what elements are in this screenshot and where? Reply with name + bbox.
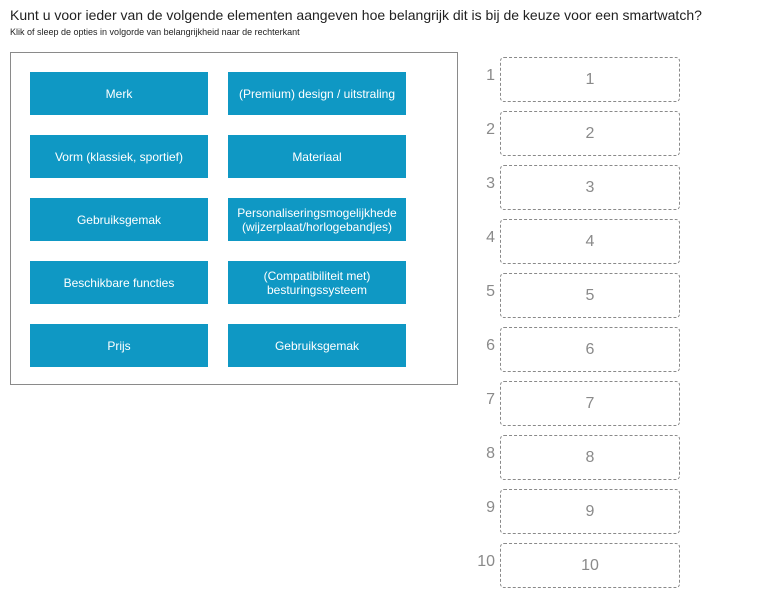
rank-drop-slot[interactable]: 8 (500, 435, 680, 480)
option-tile[interactable]: Personaliseringsmogelijkhede (wijzerplaat/horlogebandjes) (228, 198, 406, 241)
option-tile[interactable]: Beschikbare functies (30, 261, 208, 304)
rank-drop-slot[interactable]: 5 (500, 273, 680, 318)
option-tile[interactable]: Vorm (klassiek, sportief) (30, 135, 208, 178)
instruction-text: Klik of sleep de opties in volgorde van belangrijkheid naar de rechterkant (10, 27, 300, 37)
rank-drop-slot[interactable]: 7 (500, 381, 680, 426)
option-tile[interactable]: Prijs (30, 324, 208, 367)
rank-row (470, 435, 682, 481)
rank-number: 1 (486, 67, 495, 84)
rank-number: 5 (486, 283, 495, 300)
rank-drop-slot[interactable]: 10 (500, 543, 680, 588)
rank-drop-slot[interactable]: 9 (500, 489, 680, 534)
rank-number: 8 (486, 445, 495, 462)
rank-drop-slot[interactable]: 4 (500, 219, 680, 264)
rank-row (470, 57, 682, 103)
rank-row (470, 327, 682, 373)
option-tile[interactable]: Gebruiksgemak (30, 198, 208, 241)
question-text: Kunt u voor ieder van de volgende elementen aangeven hoe belangrijk dit is bij de keuze voor een smartwatch? (10, 7, 702, 23)
rank-row (470, 273, 682, 319)
rank-number: 9 (486, 499, 495, 516)
rank-number: 7 (486, 391, 495, 408)
rank-row (470, 381, 682, 427)
rank-number: 10 (477, 553, 495, 570)
option-tile[interactable]: Gebruiksgemak (228, 324, 406, 367)
option-tile[interactable]: (Premium) design / uitstraling (228, 72, 406, 115)
rank-drop-slot[interactable]: 6 (500, 327, 680, 372)
rank-row (470, 489, 682, 535)
rank-row (470, 111, 682, 157)
rank-number: 6 (486, 337, 495, 354)
option-tile[interactable]: Merk (30, 72, 208, 115)
rank-number: 4 (486, 229, 495, 246)
rank-drop-slot[interactable]: 3 (500, 165, 680, 210)
rank-drop-slot[interactable]: 2 (500, 111, 680, 156)
rank-number: 2 (486, 121, 495, 138)
option-tile[interactable]: (Compatibiliteit met) besturingssysteem (228, 261, 406, 304)
rank-number: 3 (486, 175, 495, 192)
option-tile[interactable]: Materiaal (228, 135, 406, 178)
rank-row (470, 165, 682, 211)
rank-row (470, 543, 682, 589)
options-pool (10, 52, 458, 385)
rank-row (470, 219, 682, 265)
rank-drop-slot[interactable]: 1 (500, 57, 680, 102)
